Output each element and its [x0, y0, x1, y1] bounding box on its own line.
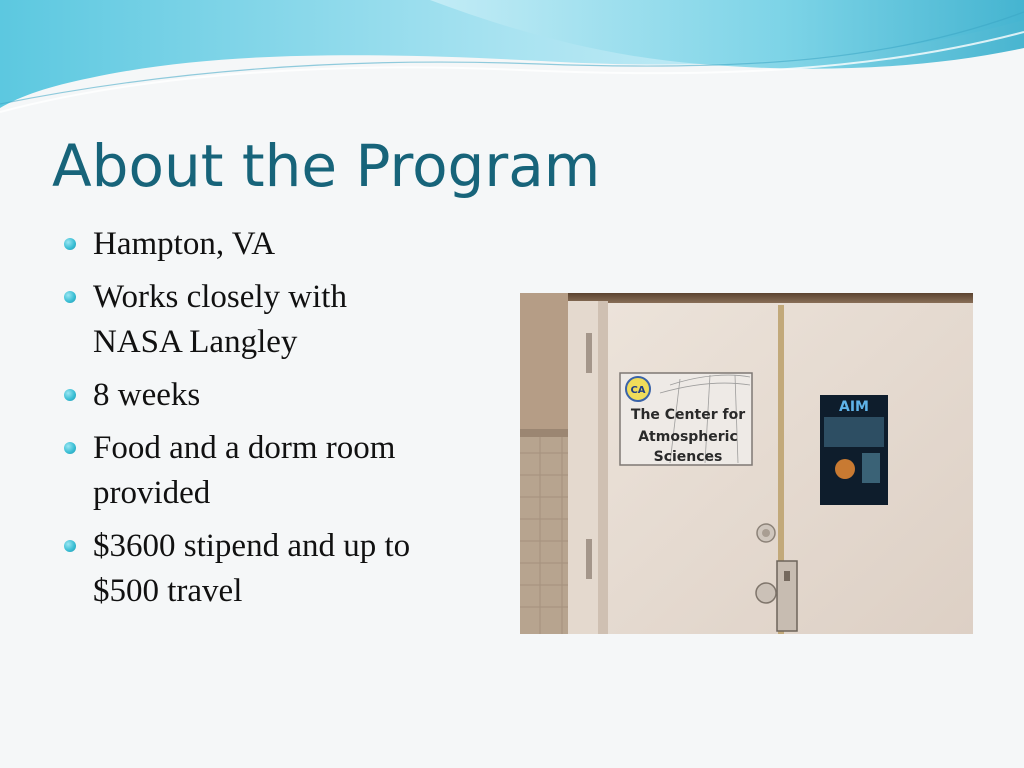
- door-photo: [520, 293, 973, 634]
- bullet-text: Food and a dorm room: [93, 430, 396, 466]
- bullet-dot-icon: [64, 238, 76, 250]
- bullet-text: Works closely with: [93, 279, 347, 315]
- sign-line: Atmospheric: [638, 429, 738, 445]
- slide-title: About the Program: [52, 132, 601, 200]
- bullet-item: [62, 275, 492, 365]
- bullet-list: [62, 222, 492, 622]
- sign-line: Sciences: [653, 449, 723, 465]
- bullet-dot-icon: [64, 442, 76, 454]
- bullet-text-continued: provided: [93, 475, 211, 511]
- poster-title: AIM: [839, 399, 869, 415]
- bullet-dot-icon: [64, 291, 76, 303]
- bullet-dot-icon: [64, 540, 76, 552]
- bullet-text: $3600 stipend and up to: [93, 528, 411, 564]
- center-sign: [620, 373, 752, 465]
- header-wave-decoration: [0, 0, 1024, 120]
- bullet-item: [62, 373, 492, 418]
- bullet-item: [62, 524, 492, 614]
- bullet-text-continued: NASA Langley: [93, 324, 298, 360]
- bullet-item: [62, 426, 492, 516]
- bullet-text: Hampton, VA: [93, 226, 276, 262]
- sign-line: The Center for: [630, 407, 746, 423]
- bullet-text-continued: $500 travel: [93, 573, 243, 609]
- sign-logo-text: CA: [630, 385, 646, 396]
- bullet-dot-icon: [64, 389, 76, 401]
- aim-poster: [820, 395, 888, 505]
- bullet-item: [62, 222, 492, 267]
- door-knob: [757, 524, 775, 542]
- door-frame: [568, 301, 600, 634]
- bullet-text: 8 weeks: [93, 377, 201, 413]
